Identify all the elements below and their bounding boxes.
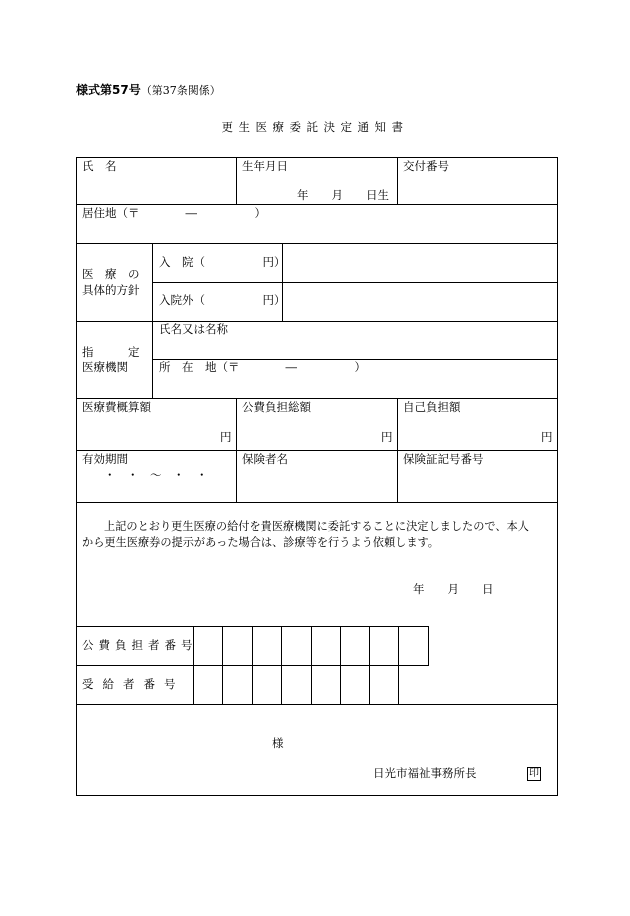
dob-label: 生年月日	[242, 159, 288, 173]
institution-section-label-1: 指 定	[82, 345, 140, 359]
address-label: 居住地（〒 ― ）	[82, 206, 266, 220]
institution-name-label: 氏名又は名称	[159, 322, 228, 336]
institution-location-label: 所 在 地（〒 ― ）	[159, 360, 366, 374]
form-reference: （第37条関係）	[140, 84, 221, 97]
public-payer-number-label: 公費負担者番号	[82, 638, 198, 652]
dob-format: 年 月 日生	[297, 188, 389, 202]
estimated-yen: 円	[220, 430, 232, 444]
document-title: 更生医療委託決定通知書	[221, 120, 409, 134]
addressee-suffix: 様	[272, 736, 284, 750]
notice-line-2: から更生医療券の提示があった場合は、診療等を行うよう依頼します。	[82, 536, 439, 549]
self-burden-label: 自己負担額	[403, 400, 461, 414]
issuer-name: 日光市福祉事務所長	[373, 766, 477, 780]
treatment-section-label-2: 具体的方針	[82, 283, 140, 297]
public-burden-label: 公費負担総額	[242, 400, 311, 414]
insurer-label: 保険者名	[242, 452, 288, 466]
issue-number-label: 交付番号	[403, 159, 449, 173]
institution-section-label-2: 医療機関	[82, 360, 128, 374]
inpatient-label: 入 院（ 円）	[159, 255, 286, 269]
form-number-line	[76, 84, 221, 96]
self-burden-yen: 円	[541, 430, 553, 444]
insurance-cert-label: 保険証記号番号	[403, 452, 484, 466]
name-label: 氏 名	[82, 159, 117, 173]
validity-period-label: 有効期間	[82, 452, 128, 466]
public-burden-yen: 円	[381, 430, 393, 444]
seal-mark: 印	[529, 768, 539, 779]
notice-line-1: 上記のとおり更生医療の給付を貴医療機関に委託することに決定しましたので、本人	[104, 520, 529, 533]
recipient-number-label: 受給者番号	[82, 677, 185, 691]
treatment-section-label-1: 医 療 の	[82, 267, 140, 281]
validity-period-format: ・ ・ 〜 ・ ・	[104, 468, 208, 482]
form-number: 様式第57号	[76, 83, 141, 97]
notice-date-format: 年 月 日	[413, 582, 494, 596]
outpatient-label: 入院外（ 円）	[159, 293, 286, 307]
estimated-cost-label: 医療費概算額	[82, 400, 151, 414]
